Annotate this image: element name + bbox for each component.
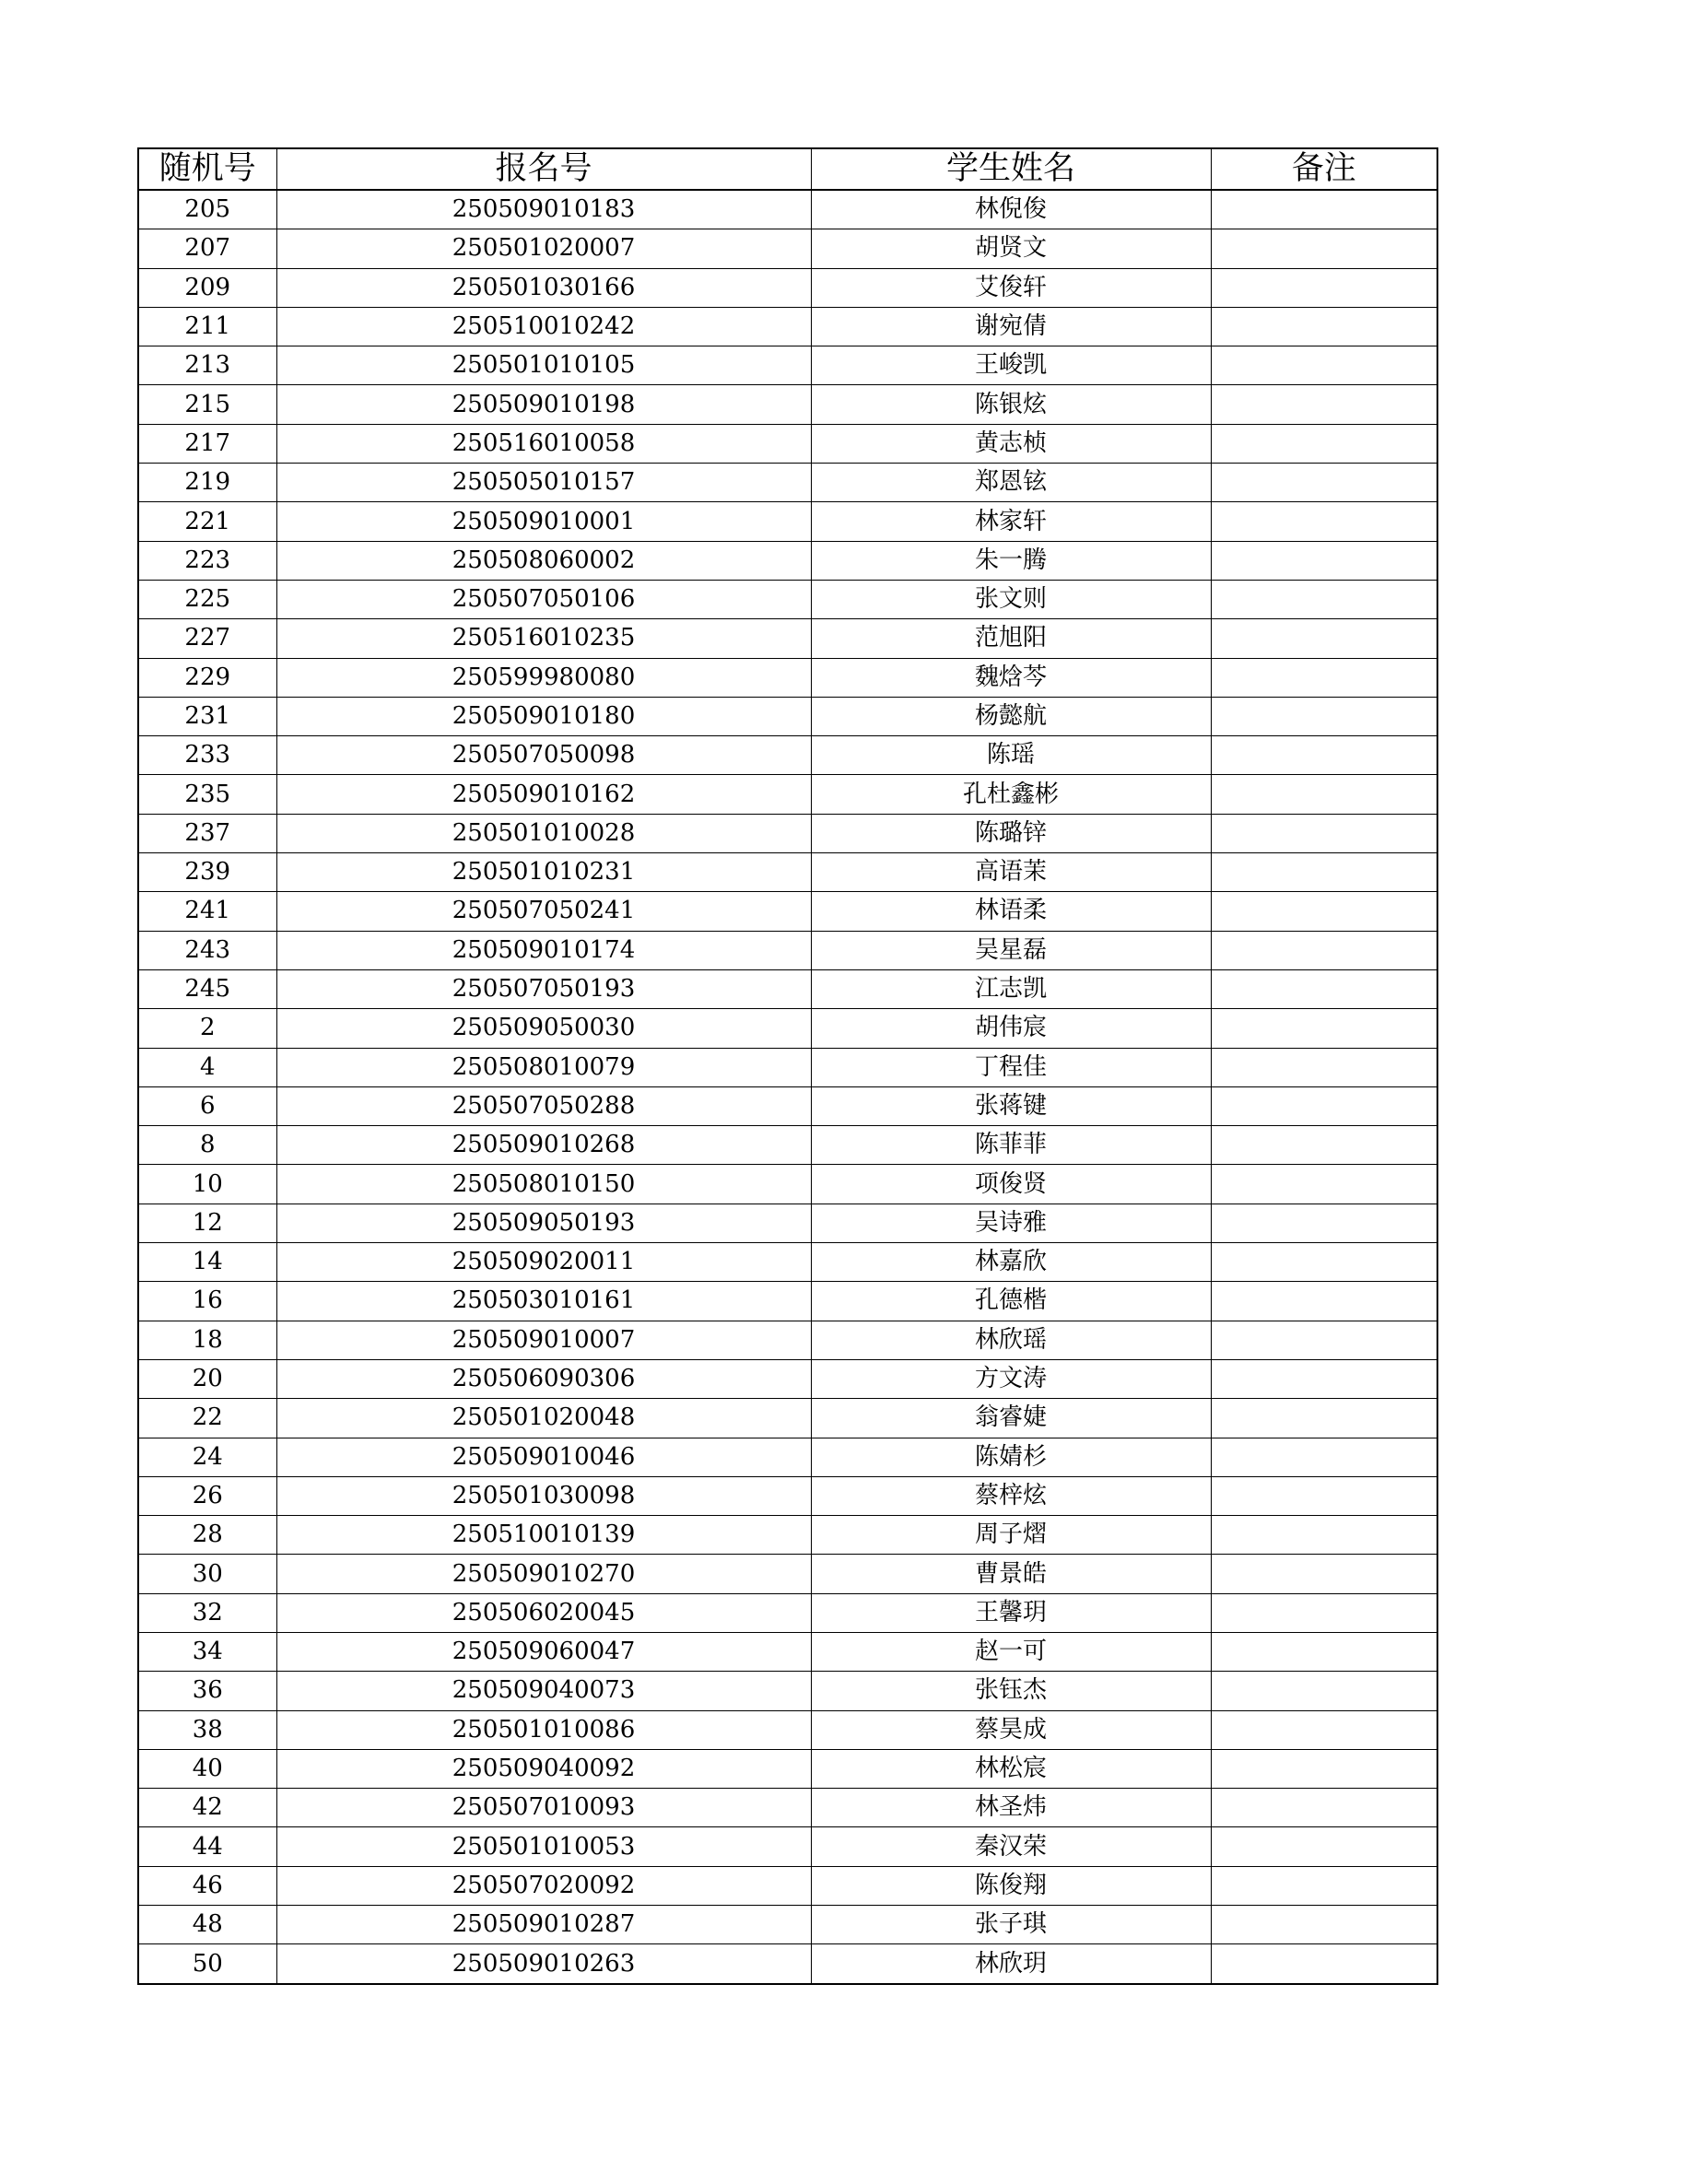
cell-remarks [1211,931,1437,969]
cell-random-no: 227 [138,619,276,658]
cell-random-no: 50 [138,1944,276,1984]
cell-remarks [1211,464,1437,502]
cell-registration-no: 250507050288 [276,1086,811,1125]
cell-registration-no: 250501010105 [276,346,811,385]
cell-registration-no: 250508010079 [276,1048,811,1086]
cell-remarks [1211,268,1437,307]
roster-sheet [137,147,1438,1985]
cell-student-name: 林语柔 [811,892,1211,931]
cell-student-name: 胡贤文 [811,229,1211,268]
table-row [138,619,1437,658]
table-row [138,736,1437,775]
cell-student-name: 陈婧杉 [811,1438,1211,1476]
cell-registration-no: 250508010150 [276,1165,811,1204]
cell-random-no: 46 [138,1866,276,1905]
table-row [138,1866,1437,1905]
cell-registration-no: 250516010058 [276,424,811,463]
cell-random-no: 2 [138,1009,276,1048]
cell-random-no: 221 [138,502,276,541]
cell-random-no: 241 [138,892,276,931]
table-row [138,1321,1437,1359]
cell-remarks [1211,424,1437,463]
cell-student-name: 林欣瑶 [811,1321,1211,1359]
cell-random-no: 229 [138,658,276,697]
cell-random-no: 231 [138,697,276,735]
table-row [138,190,1437,229]
cell-remarks [1211,580,1437,618]
cell-remarks [1211,1906,1437,1944]
cell-registration-no: 250509010287 [276,1906,811,1944]
cell-random-no: 40 [138,1749,276,1788]
cell-student-name: 陈瑶 [811,736,1211,775]
cell-random-no: 207 [138,229,276,268]
cell-registration-no: 250509010007 [276,1321,811,1359]
cell-random-no: 12 [138,1204,276,1242]
cell-remarks [1211,1710,1437,1749]
cell-random-no: 42 [138,1789,276,1827]
table-row [138,1632,1437,1671]
cell-student-name: 张子琪 [811,1906,1211,1944]
cell-student-name: 林倪俊 [811,190,1211,229]
cell-remarks [1211,385,1437,424]
cell-remarks [1211,1672,1437,1710]
cell-student-name: 林家轩 [811,502,1211,541]
cell-student-name: 艾俊轩 [811,268,1211,307]
table-row [138,346,1437,385]
cell-remarks [1211,307,1437,346]
table-body [138,190,1437,1984]
cell-student-name: 陈璐锌 [811,814,1211,852]
cell-remarks [1211,1009,1437,1048]
cell-registration-no: 250505010157 [276,464,811,502]
table-row [138,697,1437,735]
cell-student-name: 孔杜鑫彬 [811,775,1211,814]
table-row [138,1710,1437,1749]
cell-random-no: 34 [138,1632,276,1671]
table-row [138,424,1437,463]
table-row [138,307,1437,346]
table-row [138,1282,1437,1321]
cell-random-no: 233 [138,736,276,775]
cell-registration-no: 250507050193 [276,969,811,1008]
cell-student-name: 郑恩铉 [811,464,1211,502]
cell-registration-no: 250509010162 [276,775,811,814]
table-header [138,148,1437,190]
table-row [138,229,1437,268]
cell-random-no: 4 [138,1048,276,1086]
table-row [138,1086,1437,1125]
header-random-no: 随机号 [138,148,276,190]
cell-student-name: 翁睿婕 [811,1399,1211,1438]
cell-registration-no: 250509010198 [276,385,811,424]
table-row [138,268,1437,307]
cell-remarks [1211,1282,1437,1321]
cell-remarks [1211,1086,1437,1125]
table-row [138,1009,1437,1048]
cell-registration-no: 250509010270 [276,1555,811,1593]
cell-random-no: 44 [138,1827,276,1866]
cell-registration-no: 250501020007 [276,229,811,268]
cell-registration-no: 250509050193 [276,1204,811,1242]
cell-registration-no: 250507050241 [276,892,811,931]
table-row [138,775,1437,814]
cell-remarks [1211,1827,1437,1866]
cell-student-name: 蔡梓炫 [811,1476,1211,1515]
cell-student-name: 林嘉欣 [811,1243,1211,1282]
cell-student-name: 江志凯 [811,969,1211,1008]
cell-registration-no: 250509060047 [276,1632,811,1671]
cell-registration-no: 250501010086 [276,1710,811,1749]
cell-student-name: 曹景皓 [811,1555,1211,1593]
cell-registration-no: 250509010183 [276,190,811,229]
header-remarks: 备注 [1211,148,1437,190]
cell-student-name: 秦汉荣 [811,1827,1211,1866]
cell-student-name: 陈俊翔 [811,1866,1211,1905]
table-row [138,1243,1437,1282]
cell-student-name: 黄志桢 [811,424,1211,463]
cell-random-no: 28 [138,1516,276,1555]
cell-random-no: 209 [138,268,276,307]
cell-registration-no: 250509010001 [276,502,811,541]
cell-remarks [1211,1438,1437,1476]
cell-registration-no: 250507050098 [276,736,811,775]
cell-registration-no: 250509010046 [276,1438,811,1476]
cell-registration-no: 250509010268 [276,1126,811,1165]
cell-remarks [1211,541,1437,580]
table-row [138,1555,1437,1593]
table-row [138,1906,1437,1944]
cell-remarks [1211,1321,1437,1359]
cell-registration-no: 250509020011 [276,1243,811,1282]
cell-random-no: 211 [138,307,276,346]
cell-random-no: 8 [138,1126,276,1165]
table-row [138,1165,1437,1204]
cell-random-no: 38 [138,1710,276,1749]
cell-remarks [1211,736,1437,775]
cell-random-no: 217 [138,424,276,463]
cell-student-name: 范旭阳 [811,619,1211,658]
cell-random-no: 243 [138,931,276,969]
cell-student-name: 方文涛 [811,1359,1211,1398]
cell-random-no: 18 [138,1321,276,1359]
cell-random-no: 22 [138,1399,276,1438]
cell-registration-no: 250509010180 [276,697,811,735]
cell-random-no: 219 [138,464,276,502]
cell-random-no: 16 [138,1282,276,1321]
header-student-name: 学生姓名 [811,148,1211,190]
roster-table [137,147,1438,1985]
cell-registration-no: 250501030098 [276,1476,811,1515]
table-row [138,1204,1437,1242]
cell-random-no: 30 [138,1555,276,1593]
cell-remarks [1211,229,1437,268]
cell-remarks [1211,853,1437,892]
cell-student-name: 高语茉 [811,853,1211,892]
table-row [138,1789,1437,1827]
cell-student-name: 胡伟宸 [811,1009,1211,1048]
table-row [138,385,1437,424]
cell-student-name: 项俊贤 [811,1165,1211,1204]
cell-remarks [1211,775,1437,814]
table-row [138,1359,1437,1398]
cell-remarks [1211,1476,1437,1515]
cell-random-no: 215 [138,385,276,424]
cell-registration-no: 250501010053 [276,1827,811,1866]
cell-remarks [1211,1789,1437,1827]
cell-remarks [1211,1944,1437,1984]
cell-student-name: 林圣炜 [811,1789,1211,1827]
cell-student-name: 杨懿航 [811,697,1211,735]
table-row [138,464,1437,502]
table-row [138,1399,1437,1438]
cell-registration-no: 250510010242 [276,307,811,346]
cell-remarks [1211,814,1437,852]
cell-remarks [1211,619,1437,658]
cell-random-no: 36 [138,1672,276,1710]
table-row [138,1126,1437,1165]
cell-student-name: 林松宸 [811,1749,1211,1788]
table-row [138,969,1437,1008]
cell-random-no: 14 [138,1243,276,1282]
cell-random-no: 205 [138,190,276,229]
cell-remarks [1211,1749,1437,1788]
cell-registration-no: 250509010174 [276,931,811,969]
table-row [138,1476,1437,1515]
table-row [138,502,1437,541]
cell-remarks [1211,1243,1437,1282]
cell-student-name: 孔德楷 [811,1282,1211,1321]
cell-random-no: 237 [138,814,276,852]
table-row [138,892,1437,931]
cell-remarks [1211,1126,1437,1165]
cell-registration-no: 250507010093 [276,1789,811,1827]
header-row [138,148,1437,190]
cell-student-name: 蔡昊成 [811,1710,1211,1749]
table-row [138,1944,1437,1984]
cell-registration-no: 250509040092 [276,1749,811,1788]
cell-student-name: 张钰杰 [811,1672,1211,1710]
cell-registration-no: 250506020045 [276,1593,811,1632]
cell-remarks [1211,658,1437,697]
cell-student-name: 张文则 [811,580,1211,618]
cell-student-name: 吴星磊 [811,931,1211,969]
cell-remarks [1211,892,1437,931]
cell-random-no: 235 [138,775,276,814]
table-row [138,541,1437,580]
cell-remarks [1211,190,1437,229]
table-row [138,931,1437,969]
cell-student-name: 吴诗雅 [811,1204,1211,1242]
cell-registration-no: 250506090306 [276,1359,811,1398]
cell-student-name: 周子熠 [811,1516,1211,1555]
cell-registration-no: 250508060002 [276,541,811,580]
cell-remarks [1211,1555,1437,1593]
cell-registration-no: 250509010263 [276,1944,811,1984]
cell-registration-no: 250510010139 [276,1516,811,1555]
cell-registration-no: 250507050106 [276,580,811,618]
cell-registration-no: 250509050030 [276,1009,811,1048]
cell-registration-no: 250501010028 [276,814,811,852]
cell-remarks [1211,697,1437,735]
cell-remarks [1211,1048,1437,1086]
cell-student-name: 王峻凯 [811,346,1211,385]
cell-remarks [1211,1593,1437,1632]
cell-student-name: 谢宛倩 [811,307,1211,346]
cell-random-no: 26 [138,1476,276,1515]
cell-student-name: 陈菲菲 [811,1126,1211,1165]
cell-student-name: 林欣玥 [811,1944,1211,1984]
table-row [138,1749,1437,1788]
cell-student-name: 魏焓芩 [811,658,1211,697]
cell-remarks [1211,1204,1437,1242]
header-registration-no: 报名号 [276,148,811,190]
table-row [138,580,1437,618]
cell-student-name: 丁程佳 [811,1048,1211,1086]
cell-random-no: 10 [138,1165,276,1204]
cell-registration-no: 250599980080 [276,658,811,697]
table-row [138,853,1437,892]
table-row [138,1516,1437,1555]
cell-remarks [1211,1866,1437,1905]
table-row [138,1438,1437,1476]
cell-random-no: 239 [138,853,276,892]
cell-student-name: 陈银炫 [811,385,1211,424]
table-row [138,1593,1437,1632]
cell-remarks [1211,1516,1437,1555]
cell-registration-no: 250501010231 [276,853,811,892]
table-row [138,658,1437,697]
cell-remarks [1211,346,1437,385]
table-row [138,1827,1437,1866]
cell-random-no: 213 [138,346,276,385]
table-row [138,1672,1437,1710]
cell-random-no: 245 [138,969,276,1008]
cell-registration-no: 250516010235 [276,619,811,658]
cell-registration-no: 250509040073 [276,1672,811,1710]
cell-student-name: 王馨玥 [811,1593,1211,1632]
cell-random-no: 223 [138,541,276,580]
cell-student-name: 赵一可 [811,1632,1211,1671]
cell-registration-no: 250501020048 [276,1399,811,1438]
cell-random-no: 48 [138,1906,276,1944]
cell-random-no: 24 [138,1438,276,1476]
cell-remarks [1211,502,1437,541]
cell-remarks [1211,1165,1437,1204]
table-row [138,814,1437,852]
cell-remarks [1211,1632,1437,1671]
cell-registration-no: 250501030166 [276,268,811,307]
cell-random-no: 6 [138,1086,276,1125]
cell-random-no: 20 [138,1359,276,1398]
table-row [138,1048,1437,1086]
cell-random-no: 225 [138,580,276,618]
cell-registration-no: 250507020092 [276,1866,811,1905]
cell-remarks [1211,969,1437,1008]
cell-remarks [1211,1359,1437,1398]
cell-random-no: 32 [138,1593,276,1632]
cell-student-name: 张蒋键 [811,1086,1211,1125]
cell-registration-no: 250503010161 [276,1282,811,1321]
cell-remarks [1211,1399,1437,1438]
cell-student-name: 朱一腾 [811,541,1211,580]
